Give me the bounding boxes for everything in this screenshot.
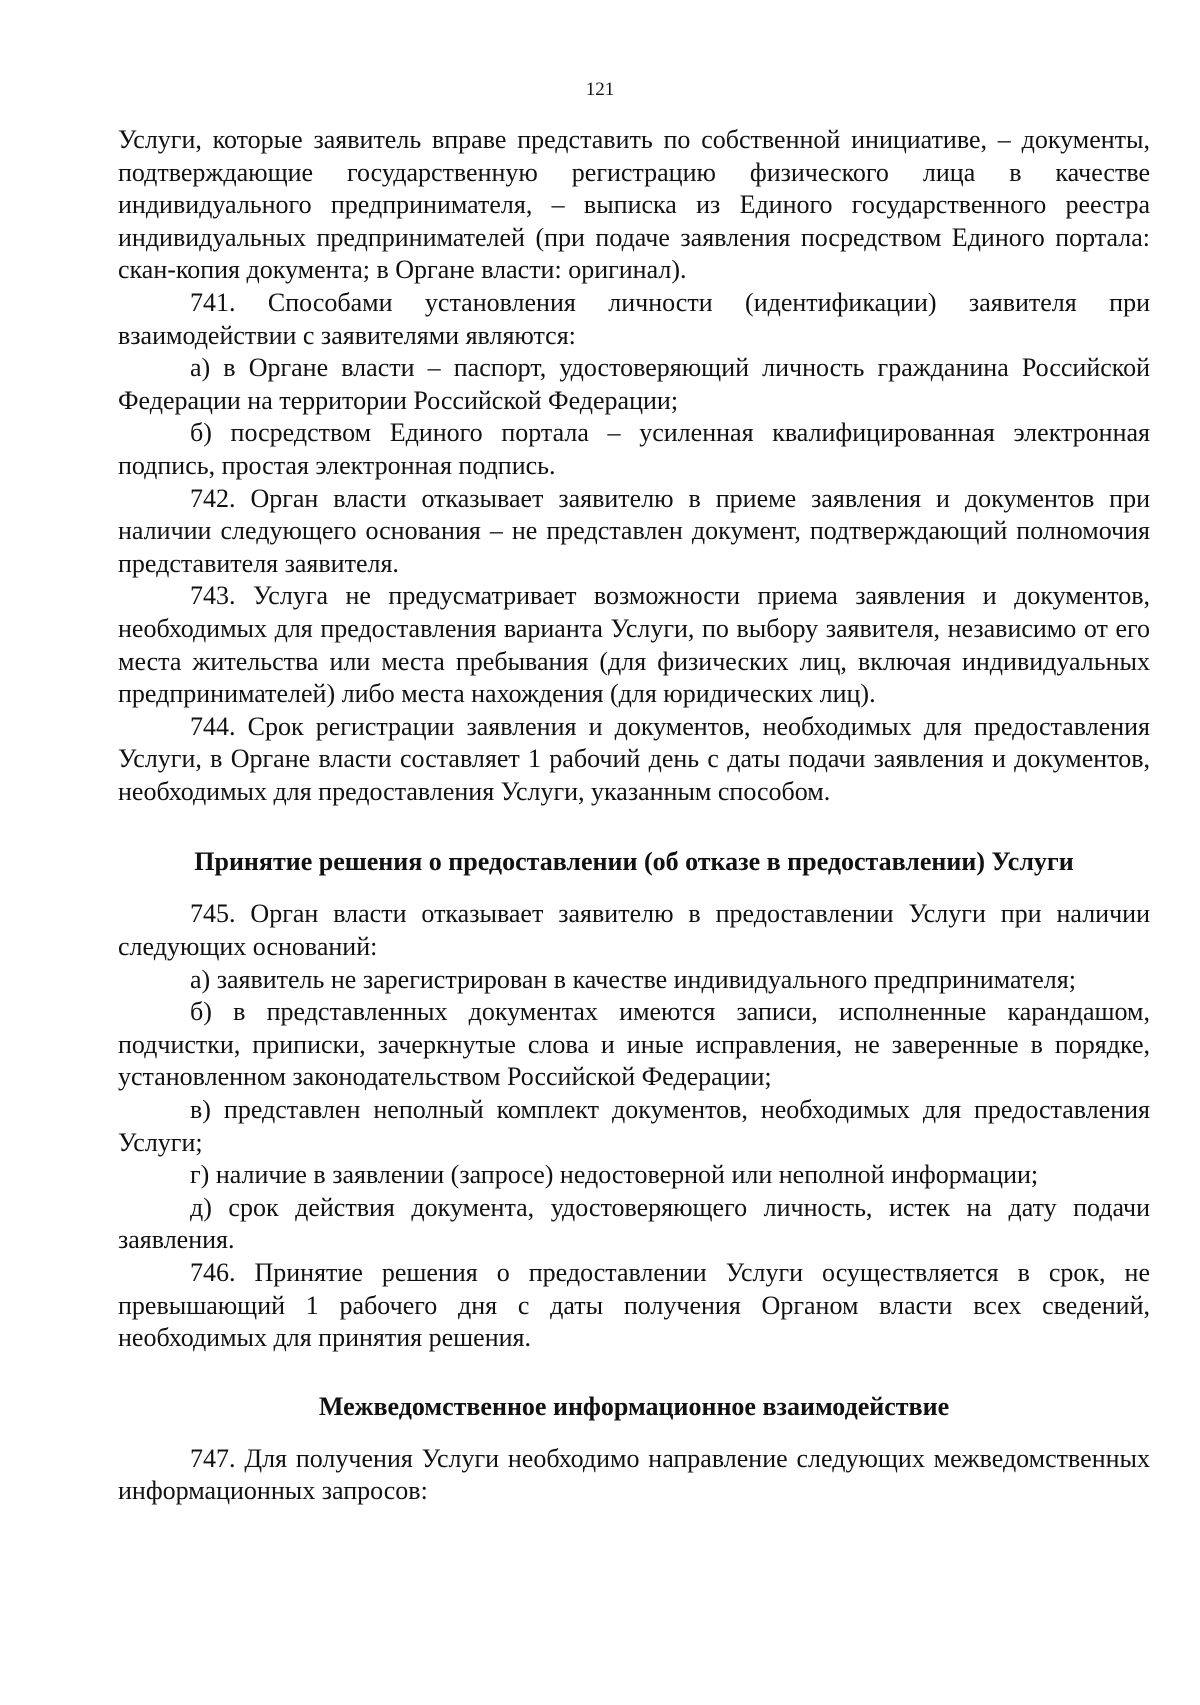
page-number: 121 xyxy=(585,79,615,100)
paragraph-745-d: д) срок действия документа, удостоверяющего личность, истек на дату подачи заявления. xyxy=(118,1192,1150,1255)
paragraph-745-a: а) заявитель не зарегистрирован в качестве индивидуального предпринимателя; xyxy=(190,964,1076,994)
paragraph-741-b: б) посредством Единого портала – усиленная квалифицированная электронная подпись, простая электронная подпись. xyxy=(118,418,1150,480)
paragraph-744: 744. Срок регистрации заявления и документов, необходимых для предоставления Услуги, в Органе власти составляет 1 рабочий день с даты подачи заявления и документов, необходимых для предоставления Услуги, указанным способом. xyxy=(118,711,1150,806)
section-heading-decision: Принятие решения о предоставлении (об отказе в предоставлении) Услуги xyxy=(194,847,1074,877)
paragraph-745-b: б) в представленных документах имеются записи, исполненные карандашом, подчистки, приписки, зачеркнутые слова и иные исправления, не заверенные в порядке, установленном законодательством Российской Федерации; xyxy=(118,997,1150,1092)
paragraph-742: 742. Орган власти отказывает заявителю в приеме заявления и документов при наличии следующего основания – не представлен документ, подтверждающий полномочия представителя заявителя. xyxy=(118,483,1150,578)
paragraph-745-v: в) представлен неполный комплект документов, необходимых для предоставления Услуги; xyxy=(118,1095,1150,1157)
paragraph-voluntary-documents: Услуги, которые заявитель вправе представить по собственной инициативе, – документы, подтверждающие государственную регистрацию физического лица в качестве индивидуального предпринимателя, – выписка из Единого государственного реестра индивидуальных предпринимателей (при подаче заявления посредством Единого портала: скан-копия документа; в Органе власти: оригинал). xyxy=(118,125,1150,285)
paragraph-743: 743. Услуга не предусматривает возможности приема заявления и документов, необходимых для предоставления варианта Услуги, по выбору заявителя, независимо от его места жительства или места пребывания (для физических лиц, включая индивидуальных предпринимателей) либо места нахождения (для юридических лиц). xyxy=(118,581,1150,709)
document-body xyxy=(118,124,1150,1508)
section-heading-interagency: Межведомственное информационное взаимодействие xyxy=(318,1391,950,1421)
paragraph-745-g: г) наличие в заявлении (запросе) недостоверной или неполной информации; xyxy=(190,1160,1039,1190)
paragraph-741: 741. Способами установления личности (идентификации) заявителя при взаимодействии с заявителями являются: xyxy=(118,287,1150,350)
paragraph-745: 745. Орган власти отказывает заявителю в предоставлении Услуги при наличии следующих оснований: xyxy=(118,899,1150,962)
paragraph-747: 747. Для получения Услуги необходимо направление следующих межведомственных информационных запросов: xyxy=(118,1443,1150,1506)
paragraph-741-a: а) в Органе власти – паспорт, удостоверяющий личность гражданина Российской Федерации на территории Российской Федерации; xyxy=(118,353,1150,415)
paragraph-746: 746. Принятие решения о предоставлении Услуги осуществляется в срок, не превышающий 1 рабочего дня с даты получения Органом власти всех сведений, необходимых для принятия решения. xyxy=(118,1258,1150,1353)
